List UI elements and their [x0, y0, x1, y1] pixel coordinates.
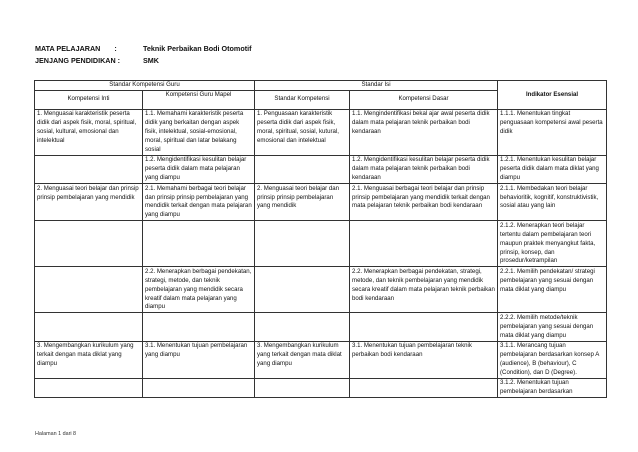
table-cell [143, 313, 255, 341]
table-row [35, 155, 607, 183]
table-cell: 1.2. Mengidentifikasi kesulitan belajar peserta didik dalam mata pelajaran yang diampu [143, 155, 255, 183]
table-cell [35, 313, 143, 341]
table-cell [255, 378, 350, 397]
table-row [35, 109, 607, 155]
table-cell: 3.1. Menentukan tujuan pembelajaran teknik perbaikan bodi kendaraan [350, 341, 498, 378]
level-label: JENJANG PENDIDIKAN : [35, 56, 121, 65]
subject-value: Teknik Perbaikan Bodi Otomotif [143, 44, 252, 53]
table-cell [255, 221, 350, 267]
table-cell: 2.1.2. Menerapkan teori belajar tertentu dalam pembelajaran teori maupun praktek menyangkut fakta, prinsip, konsep, dan prosedur/ketrampilan [498, 221, 607, 267]
table-cell: 3.1. Menentukan tujuan pembelajaran yang diampu [143, 341, 255, 378]
table-cell [255, 267, 350, 313]
table-cell: 2.2.2. Memilih metode/teknik pembelajaran yang sesuai dengan mata diklat yang diampu [498, 313, 607, 341]
table-row [35, 221, 607, 267]
subject-colon: : [114, 44, 117, 53]
column-header-kompetensi-dasar: Kompetensi Dasar [350, 90, 498, 109]
table-cell: 3. Mengembangkan kurikulum yang terkait dengan mata diklat yang diampu [255, 341, 350, 378]
table-cell [255, 155, 350, 183]
table-cell: 2.2.1. Memilih pendekatan/ strategi pembelajaran yang sesuai dengan mata diklat yang diampu [498, 267, 607, 313]
level-row [35, 55, 252, 67]
column-header-standar-kompetensi: Standar Kompetensi [255, 90, 350, 109]
table-cell: 1.2. Mengidentifikasi kesulitan belajar peserta didik dalam mata pelajaran teknik perbaikan bodi kendaraan [350, 155, 498, 183]
table-row [35, 184, 607, 221]
table-cell [35, 221, 143, 267]
table-cell: 2. Menguasai teori belajar dan prinsip prinsip pembelajaran yang mendidik [35, 184, 143, 221]
table-cell: 3.1.2. Menentukan tujuan pembelajaran berdasarkan [498, 378, 607, 397]
table-cell: 2.2. Menerapkan berbagai pendekatan, strategi, metode, dan teknik pembelajaran yang mendidik secara kreatif dalam mata pelajaran teknik perbaikan bodi kendaraan [350, 267, 498, 313]
table-cell: 1.1. Memahami karakteristik peserta didik yang berkaitan dengan aspek fisik, intelektual, sosial-emosional, moral, spiritual dan latar belakang sosial [143, 109, 255, 155]
column-header-indikator-esensial: Indikator Esensial [498, 81, 607, 110]
table-cell: 1.1.1. Menentukan tingkat penguasaan kompetensi awal peserta didik [498, 109, 607, 155]
level-value: SMK [143, 56, 159, 65]
column-header-kompetensi-inti: Kompetensi Inti [35, 90, 143, 109]
table-row [35, 267, 607, 313]
page-number: Halaman 1 dari 8 [35, 431, 77, 437]
table-cell [350, 313, 498, 341]
table-cell [35, 155, 143, 183]
subject-row [35, 43, 252, 55]
table-cell: 1. Penguasaan karakteristik peserta didik dari aspek fisik, moral, spiritual, sosial, kutural, emosional dan intelektual [255, 109, 350, 155]
table-cell [350, 221, 498, 267]
table-cell: 1.2.1. Menentukan kesulitan belajar peserta didik dalam mata diklat yang diampu [498, 155, 607, 183]
table-cell: 2.1. Memahami berbagai teori belajar dan prinsip prinsip pembelajaran yang mendidik terkait dengan mata pelajaran yang diampu [143, 184, 255, 221]
table-cell [143, 221, 255, 267]
table-cell [35, 267, 143, 313]
table-cell [143, 378, 255, 397]
table-cell: 2. Menguasai teori belajar dan prinsip prinsip pembelajaran yang mendidik [255, 184, 350, 221]
table-row [35, 313, 607, 341]
table-cell: 3.1.1. Merancang tujuan pembelajaran berdasarkan konsep A (audience), B (behaviour), C (Condition), dan D (Degree). [498, 341, 607, 378]
competency-table [34, 80, 607, 398]
table-cell [35, 378, 143, 397]
table-cell: 3. Mengembangkan kurikulum yang terkait dengan mata diklat yang diampu [35, 341, 143, 378]
table-cell: 1. Menguasai karakteristik peserta didik dari aspek fisik, moral, spiritual, sosial, kultural, emosional dan intelektual [35, 109, 143, 155]
table-cell [255, 313, 350, 341]
table-cell: 2.1. Menguasai berbagai teori belajar dan prinsip prinsip pembelajaran yang mendidik terkait dengan mata pelajaran teknik perbaikan bodi kendaraan [350, 184, 498, 221]
document-header [35, 43, 252, 67]
table-row [35, 341, 607, 378]
group-header-standar-kompetensi-guru: Standar Kompetensi Guru [35, 81, 255, 91]
subject-label: MATA PELAJARAN : [35, 44, 117, 53]
column-header-kompetensi-guru-mapel: Kompetensi Guru Mapel [143, 90, 255, 109]
table-cell [350, 378, 498, 397]
table-row [35, 378, 607, 397]
table-cell: 2.2. Menerapkan berbagai pendekatan, strategi, metode, dan teknik pembelajaran yang mendidik secara kreatif dalam mata pelajaran yang diampu [143, 267, 255, 313]
table-cell: 1.1. Mengindentifikasi bekal ajar awal peserta didik dalam mata pelajaran teknik perbaikan bodi kendaraan [350, 109, 498, 155]
table-cell: 2.1.1. Membedakan teori belajar behavioritik, kognitif, konstruktivistik, sosial atau yang lain [498, 184, 607, 221]
group-header-standar-isi: Standar Isi [255, 81, 498, 91]
